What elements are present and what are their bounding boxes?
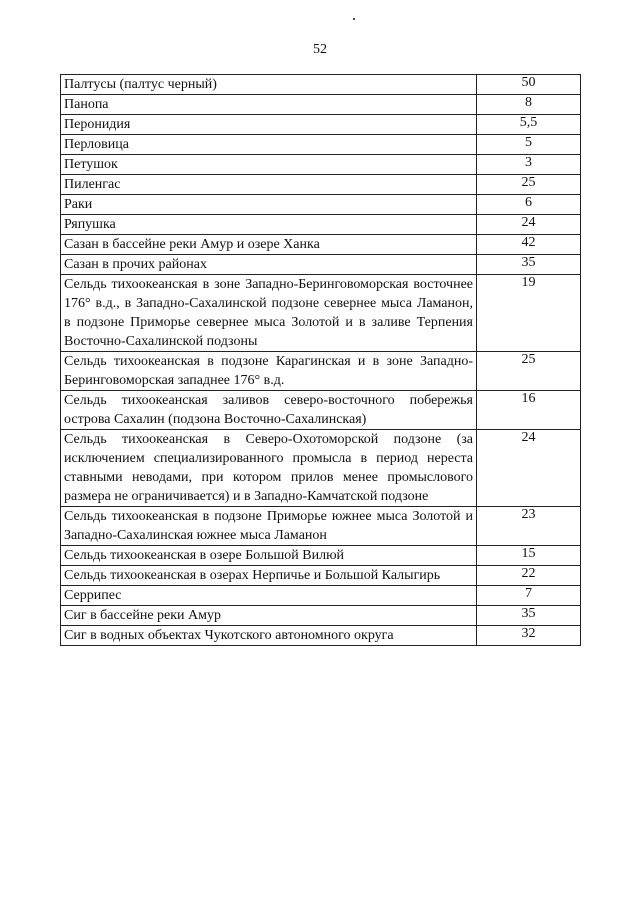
- species-value: 35: [477, 255, 581, 275]
- species-name: Сельдь тихоокеанская в озерах Нерпичье и Большой Калыгирь: [61, 566, 477, 586]
- bycatch-table: [60, 74, 581, 646]
- species-value: 5,5: [477, 115, 581, 135]
- table-row: [61, 235, 581, 255]
- species-name: Серрипес: [61, 586, 477, 606]
- species-name: Петушок: [61, 155, 477, 175]
- species-name: Сельдь тихоокеанская заливов северо-восточного побережья острова Сахалин (подзона Восточно-Сахалинская): [61, 391, 477, 430]
- species-name: Сазан в прочих районах: [61, 255, 477, 275]
- species-name: Ряпушка: [61, 215, 477, 235]
- species-value: 22: [477, 566, 581, 586]
- species-value: 24: [477, 430, 581, 507]
- table-row: [61, 507, 581, 546]
- species-name: Раки: [61, 195, 477, 215]
- table-row: [61, 430, 581, 507]
- table-row: [61, 626, 581, 646]
- species-value: 15: [477, 546, 581, 566]
- species-name: Сельдь тихоокеанская в Северо-Охотоморской подзоне (за исключением специализированного промысла в период нереста ставными неводами, при котором прилов менее промыслового размера не ограничивается) и в Западно-Камчатской подзоне: [61, 430, 477, 507]
- species-value: 3: [477, 155, 581, 175]
- species-name: Перонидия: [61, 115, 477, 135]
- scan-speck: [353, 18, 355, 20]
- species-value: 5: [477, 135, 581, 155]
- species-value: 6: [477, 195, 581, 215]
- species-name: Сельдь тихоокеанская в подзоне Приморье южнее мыса Золотой и Западно-Сахалинская южнее мыса Ламанон: [61, 507, 477, 546]
- table-row: [61, 135, 581, 155]
- species-name: Сиг в бассейне реки Амур: [61, 606, 477, 626]
- species-value: 42: [477, 235, 581, 255]
- table-row: [61, 546, 581, 566]
- table-row: [61, 155, 581, 175]
- species-name: Пиленгас: [61, 175, 477, 195]
- species-value: 7: [477, 586, 581, 606]
- species-name: Палтусы (палтус черный): [61, 75, 477, 95]
- species-value: 32: [477, 626, 581, 646]
- table-row: [61, 391, 581, 430]
- species-name: Сельдь тихоокеанская в озере Большой Вилюй: [61, 546, 477, 566]
- species-name: Перловица: [61, 135, 477, 155]
- table-row: [61, 95, 581, 115]
- species-value: 25: [477, 175, 581, 195]
- species-value: 8: [477, 95, 581, 115]
- species-name: Панопа: [61, 95, 477, 115]
- species-value: 16: [477, 391, 581, 430]
- species-value: 50: [477, 75, 581, 95]
- species-value: 19: [477, 275, 581, 352]
- species-name: Сельдь тихоокеанская в подзоне Карагинская и в зоне Западно-Беринговоморская западнее 176° в.д.: [61, 352, 477, 391]
- table-row: [61, 175, 581, 195]
- species-name: Сазан в бассейне реки Амур и озере Ханка: [61, 235, 477, 255]
- table-row: [61, 195, 581, 215]
- species-name: Сельдь тихоокеанская в зоне Западно-Беринговоморская восточнее 176° в.д., в Западно-Сахалинской подзоне севернее мыса Ламанон, в подзоне Приморье севернее мыса Золотой и в заливе Терпения Восточно-Сахалинской подзоны: [61, 275, 477, 352]
- species-value: 35: [477, 606, 581, 626]
- table-row: [61, 606, 581, 626]
- table-row: [61, 115, 581, 135]
- table-row: [61, 275, 581, 352]
- species-name: Сиг в водных объектах Чукотского автономного округа: [61, 626, 477, 646]
- species-value: 23: [477, 507, 581, 546]
- table-row: [61, 566, 581, 586]
- species-value: 25: [477, 352, 581, 391]
- page-number: 52: [313, 42, 327, 57]
- species-value: 24: [477, 215, 581, 235]
- table-row: [61, 586, 581, 606]
- table-row: [61, 352, 581, 391]
- table-row: [61, 75, 581, 95]
- table-row: [61, 215, 581, 235]
- table-row: [61, 255, 581, 275]
